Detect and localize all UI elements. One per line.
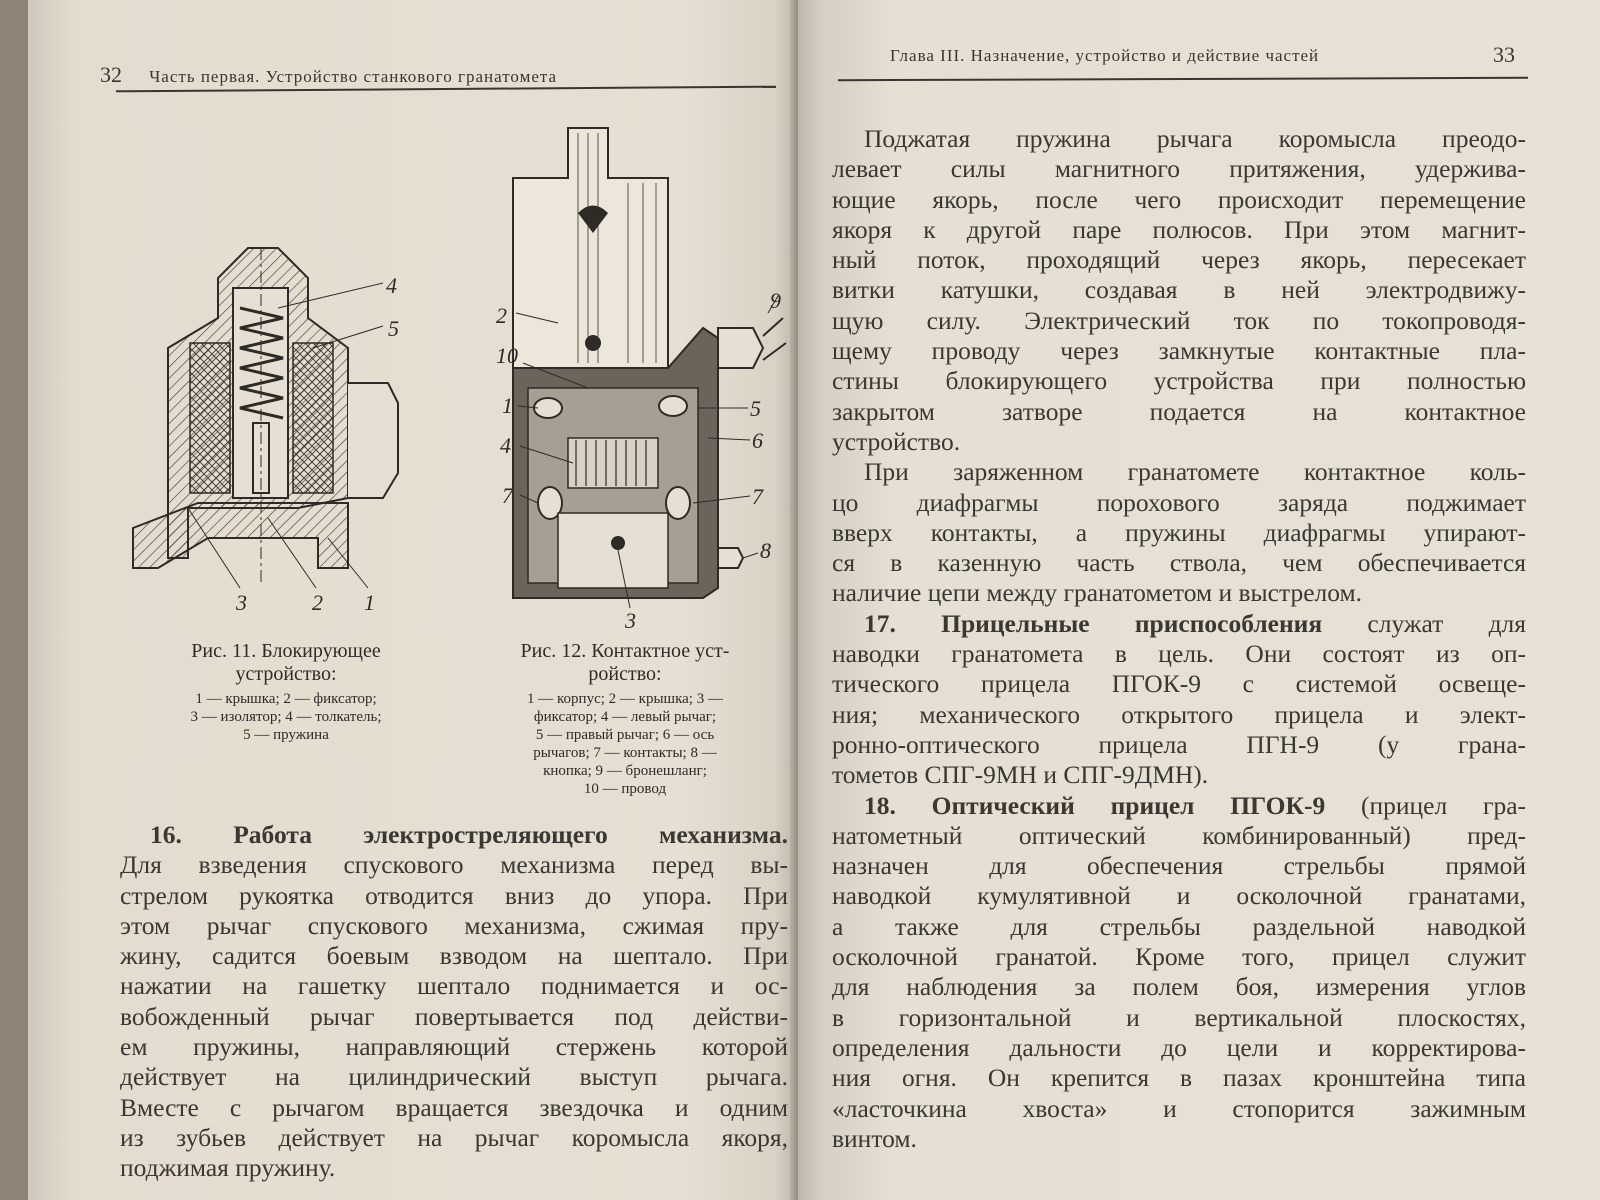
- body-line: стрелом рукоятка отводится вниз до упора. При: [120, 880, 788, 910]
- fig11-legend-line: 5 — пружина: [243, 727, 329, 743]
- fig11-legend-line: 3 — изолятор; 4 — толкатель;: [190, 709, 382, 725]
- body-line: служат для: [1322, 608, 1526, 638]
- fig11-legend-line: 1 — крышка; 2 — фиксатор;: [195, 691, 377, 707]
- fig12-label-7-right: 7: [752, 484, 763, 509]
- body-line: наличие цепи между гранатометом и выстрелом.: [832, 578, 1363, 608]
- fig12-legend-line: 5 — правый рычаг; 6 — ось: [535, 727, 715, 743]
- right-header-rule: [838, 77, 1528, 81]
- right-running-head: [890, 46, 1319, 66]
- figure-11-blocking-device: [128, 238, 428, 618]
- fig12-legend-line: 10 — провод: [583, 781, 667, 797]
- body-line: для наблюдения за полем боя, измерения углов: [832, 972, 1526, 1002]
- body-line: левает силы магнитного притяжения, удержива-: [832, 154, 1526, 184]
- fig11-label-5: 5: [388, 316, 399, 341]
- body-line: Для взведения спускового механизма перед вы-: [120, 850, 788, 880]
- body-line: ем пружины, направляющий стержень которой: [120, 1032, 788, 1062]
- figure-12-caption: [480, 640, 770, 798]
- section-18-heading: 18. Оптический прицел ПГОК-9: [864, 790, 1326, 820]
- section-17-heading: 17. Прицельные приспособления: [864, 608, 1323, 638]
- body-line: стины блокирующего устройства при полностью: [832, 366, 1526, 396]
- fig11-label-4: 4: [386, 273, 397, 298]
- left-page-number: 32: [100, 62, 122, 87]
- body-line: определения дальности до цели и корректирова-: [832, 1032, 1526, 1062]
- body-line: нажатии на гашетку шептало поднимается и ос-: [120, 971, 788, 1001]
- fig12-label-2: 2: [496, 303, 507, 328]
- figure-11-caption: [136, 640, 436, 744]
- right-body-text: [832, 124, 1526, 1154]
- right-page-number: 33: [1493, 42, 1515, 67]
- section-18-first-line: [832, 791, 1526, 821]
- body-line: якоря к другой паре полюсов. При этом магнит-: [832, 214, 1526, 244]
- fig12-label-10: 10: [496, 343, 518, 368]
- body-line: жину, садится боевым взводом на шептало. При: [120, 941, 788, 971]
- body-line: «ласточкина хвоста» и стопорится зажимным: [832, 1093, 1526, 1123]
- body-line: устройство.: [832, 426, 961, 456]
- fig12-label-1: 1: [502, 393, 513, 418]
- fig11-label-1: 1: [364, 590, 375, 615]
- body-line: щему проводу через замкнутые контактные пла-: [832, 336, 1526, 366]
- fig12-label-6: 6: [752, 428, 763, 453]
- body-line: из зубьев действует на рычаг коромысла якоря,: [120, 1122, 788, 1152]
- body-line: закрытом затворе подается на контактное: [832, 396, 1526, 426]
- body-line: вобожденный рычаг повертывается под действи-: [120, 1001, 788, 1031]
- body-line: наводки гранатомета в цель. Они состоят из оп-: [832, 639, 1526, 669]
- body-line: тометов СПГ-9МН и СПГ-9ДМН).: [832, 760, 1209, 790]
- body-line: вверх контакты, а пружины диафрагмы упирают-: [832, 517, 1526, 547]
- body-line: наводкой кумулятивной и осколочной гранатами,: [832, 881, 1526, 911]
- body-line: этом рычаг спускового механизма, сжимая пру-: [120, 910, 788, 940]
- fig12-legend-line: рычагов; 7 — контакты; 8 —: [533, 745, 717, 761]
- right-page: [798, 0, 1600, 1200]
- body-line: ющие якорь, после чего происходит перемещение: [832, 184, 1526, 214]
- body-line: назначен для обеспечения стрельбы прямой: [832, 851, 1526, 881]
- body-line: ся в казенную часть ствола, чем обеспечивается: [832, 548, 1526, 578]
- body-line: ронно-оптического прицела ПГН-9 (у грана-: [832, 729, 1526, 759]
- body-line: ния; механического открытого прицела и элект-: [832, 699, 1526, 729]
- body-line: ния огня. Он крепится в пазах кронштейна типа: [832, 1063, 1526, 1093]
- fig12-legend-line: кнопка; 9 — бронешланг;: [543, 763, 707, 779]
- fig12-caption-title-1: Рис. 12. Контактное уст-: [520, 640, 730, 662]
- right-header-title: Глава III. Назначение, устройство и действие частей: [890, 46, 1320, 65]
- fig12-legend-line: 1 — корпус; 2 — крышка; 3 —: [527, 691, 723, 707]
- left-body-text: [120, 820, 788, 1184]
- body-line: в горизонтальной и вертикальной плоскостях,: [832, 1002, 1526, 1032]
- body-line: щую силу. Электрический ток по токопроводя-: [832, 305, 1526, 335]
- fig12-legend-line: фиксатор; 4 — левый рычаг;: [533, 709, 717, 725]
- body-line: действует на цилиндрический выступ рычага.: [120, 1062, 788, 1092]
- body-line: цо диафрагмы порохового заряда поджимает: [832, 487, 1526, 517]
- body-line: Вместе с рычагом вращается звездочка и одним: [120, 1092, 788, 1122]
- fig12-label-7-left: 7: [502, 483, 513, 508]
- body-line: ный поток, проходящий через якорь, пересекает: [832, 245, 1526, 275]
- figure-12-contact-device: [468, 118, 788, 638]
- left-running-head: [100, 62, 557, 88]
- body-line: а также для стрельбы раздельной наводкой: [832, 911, 1526, 941]
- fig12-label-3: 3: [625, 608, 636, 633]
- body-line: При заряженном гранатомете контактное коль-: [864, 457, 1526, 487]
- right-page-number-wrap: [1493, 42, 1515, 68]
- body-line: осколочной гранатой. Кроме того, прицел служит: [832, 942, 1526, 972]
- body-line: витки катушки, создавая в ней электродвижу-: [832, 275, 1526, 305]
- fig11-caption-title-2: устройство:: [235, 663, 337, 685]
- fig12-label-5: 5: [750, 396, 761, 421]
- fig12-label-4: 4: [500, 433, 511, 458]
- fig11-label-2: 2: [312, 590, 323, 615]
- fig12-label-9: 9: [770, 288, 781, 313]
- fig12-caption-title-2: ройство:: [588, 663, 662, 685]
- fig11-label-3: 3: [236, 590, 247, 615]
- section-16-heading: 16. Работа электростреляющего механизма.: [150, 820, 788, 849]
- body-line: натометный оптический комбинированный) пред-: [832, 820, 1526, 850]
- body-line: тического прицела ПГОК-9 с системой освеще-: [832, 669, 1526, 699]
- left-page: [28, 0, 798, 1200]
- section-17-first-line: [832, 609, 1526, 639]
- fig11-caption-title-1: Рис. 11. Блокирующее: [191, 640, 381, 662]
- body-line: винтом.: [832, 1123, 917, 1153]
- body-line: поджимая пружину.: [120, 1153, 336, 1183]
- fig12-label-8: 8: [760, 538, 771, 563]
- body-line: Поджатая пружина рычага коромысла преодо-: [864, 124, 1526, 153]
- left-header-title: Часть первая. Устройство станкового гранатомета: [149, 67, 558, 86]
- body-line: (прицел гра-: [1325, 790, 1526, 820]
